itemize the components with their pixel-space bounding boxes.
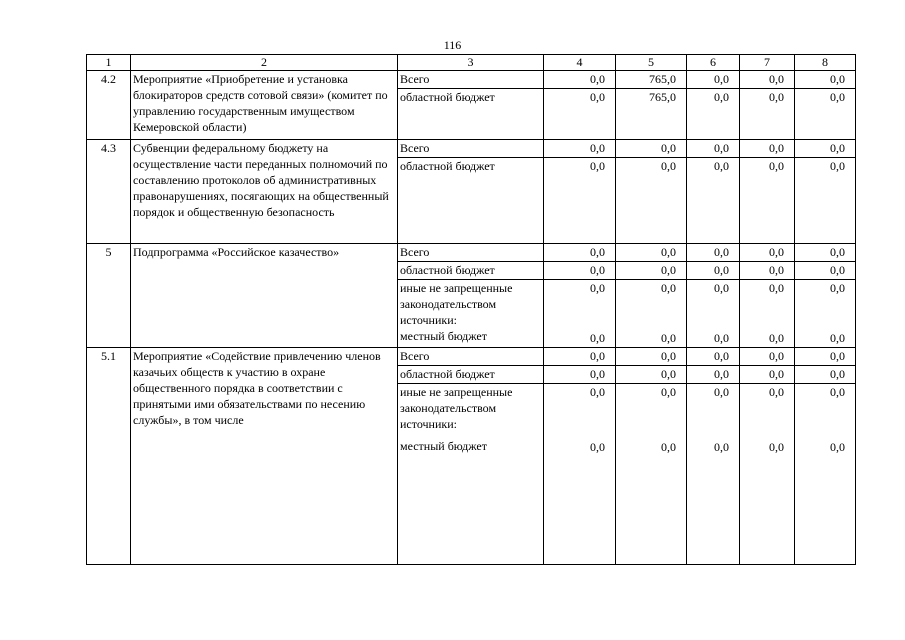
row-title: Субвенции федеральному бюджету на осуществление части переданных полномочий по составлению протоколов об административных правонарушениях, посягающих на общественный порядок и общественную безопасность [131, 140, 398, 244]
value-cell: 0,0 [740, 140, 795, 158]
value-other: 0,0 [590, 385, 605, 399]
value-cell: 0,0 [544, 244, 616, 262]
source-label-other: иные не запрещенные законодательством источники: [400, 281, 513, 327]
value-cell [687, 280, 740, 348]
value-cell: 0,0 [740, 348, 795, 366]
value-cell: 0,0 [795, 262, 856, 280]
row-title: Мероприятие «Содействие привлечению членов казачьих обществ к участию в охране общественного порядка в соответствии с принятыми ими обязательствами по несению службы», в том числе [131, 348, 398, 565]
value-cell: 0,0 [795, 366, 856, 384]
value-cell: 0,0 [740, 158, 795, 244]
header-cell: 4 [544, 55, 616, 71]
source-label-other: иные не запрещенные законодательством источники: [400, 385, 513, 431]
value-cell: 0,0 [740, 244, 795, 262]
source-label-local: местный бюджет [400, 329, 487, 343]
value-cell: 0,0 [544, 348, 616, 366]
value-cell: 0,0 [544, 158, 616, 244]
value-cell: 0,0 [795, 89, 856, 140]
value-local: 0,0 [661, 331, 676, 345]
value-local: 0,0 [714, 440, 729, 454]
table-row [87, 71, 856, 89]
source-label: Всего [398, 348, 544, 366]
value-cell: 0,0 [616, 348, 687, 366]
header-cell: 1 [87, 55, 131, 71]
value-cell: 0,0 [616, 158, 687, 244]
value-cell: 0,0 [687, 140, 740, 158]
value-cell: 0,0 [740, 89, 795, 140]
value-local: 0,0 [590, 440, 605, 454]
table-row [87, 140, 856, 158]
value-cell: 0,0 [795, 244, 856, 262]
value-cell: 0,0 [544, 366, 616, 384]
value-cell: 0,0 [687, 244, 740, 262]
value-other: 0,0 [661, 385, 676, 399]
value-local: 0,0 [830, 440, 845, 454]
page-number: 116 [443, 38, 462, 52]
source-label [398, 384, 544, 565]
value-local: 0,0 [661, 440, 676, 454]
row-title: Подпрограмма «Российское казачество» [131, 244, 398, 348]
value-cell: 0,0 [795, 71, 856, 89]
row-index: 4.3 [87, 140, 131, 244]
value-other: 0,0 [590, 281, 605, 295]
source-label: областной бюджет [398, 158, 544, 244]
value-cell [795, 280, 856, 348]
header-row [87, 55, 856, 71]
value-cell: 765,0 [616, 71, 687, 89]
value-other: 0,0 [661, 281, 676, 295]
source-label [398, 280, 544, 348]
value-cell: 765,0 [616, 89, 687, 140]
value-local: 0,0 [769, 331, 784, 345]
value-cell: 0,0 [687, 366, 740, 384]
value-cell: 0,0 [616, 366, 687, 384]
value-cell: 0,0 [795, 348, 856, 366]
table-row [87, 348, 856, 366]
value-cell: 0,0 [687, 348, 740, 366]
header-cell: 8 [795, 55, 856, 71]
value-cell [740, 280, 795, 348]
value-cell [544, 384, 616, 565]
value-other: 0,0 [714, 385, 729, 399]
value-cell: 0,0 [740, 262, 795, 280]
value-local: 0,0 [714, 331, 729, 345]
value-local: 0,0 [830, 331, 845, 345]
value-cell: 0,0 [740, 71, 795, 89]
value-cell: 0,0 [687, 158, 740, 244]
header-cell: 3 [398, 55, 544, 71]
value-cell [795, 384, 856, 565]
table-row [87, 244, 856, 262]
value-cell [616, 280, 687, 348]
value-other: 0,0 [769, 385, 784, 399]
source-label: областной бюджет [398, 366, 544, 384]
value-cell: 0,0 [795, 140, 856, 158]
value-other: 0,0 [714, 281, 729, 295]
header-cell: 7 [740, 55, 795, 71]
header-cell: 2 [131, 55, 398, 71]
value-other: 0,0 [830, 385, 845, 399]
value-local: 0,0 [769, 440, 784, 454]
source-label: областной бюджет [398, 262, 544, 280]
source-label: областной бюджет [398, 89, 544, 140]
value-cell: 0,0 [544, 71, 616, 89]
source-label: Всего [398, 244, 544, 262]
source-label: Всего [398, 140, 544, 158]
value-cell: 0,0 [616, 262, 687, 280]
value-cell: 0,0 [687, 71, 740, 89]
value-cell [616, 384, 687, 565]
value-local: 0,0 [590, 331, 605, 345]
source-label-local: местный бюджет [400, 439, 487, 453]
value-cell: 0,0 [616, 140, 687, 158]
value-cell: 0,0 [544, 262, 616, 280]
row-index: 5 [87, 244, 131, 348]
value-cell: 0,0 [544, 140, 616, 158]
value-cell [544, 280, 616, 348]
value-cell: 0,0 [616, 244, 687, 262]
header-cell: 5 [616, 55, 687, 71]
row-index: 4.2 [87, 71, 131, 140]
value-cell [740, 384, 795, 565]
value-cell: 0,0 [687, 89, 740, 140]
budget-table [86, 54, 856, 565]
value-cell: 0,0 [544, 89, 616, 140]
value-cell [687, 384, 740, 565]
value-cell: 0,0 [795, 158, 856, 244]
row-index: 5.1 [87, 348, 131, 565]
value-other: 0,0 [830, 281, 845, 295]
value-cell: 0,0 [687, 262, 740, 280]
row-title: Мероприятие «Приобретение и установка блокираторов средств сотовой связи» (комитет по управлению государственным имуществом Кемеровской области) [131, 71, 398, 140]
value-cell: 0,0 [740, 366, 795, 384]
source-label: Всего [398, 71, 544, 89]
value-other: 0,0 [769, 281, 784, 295]
header-cell: 6 [687, 55, 740, 71]
